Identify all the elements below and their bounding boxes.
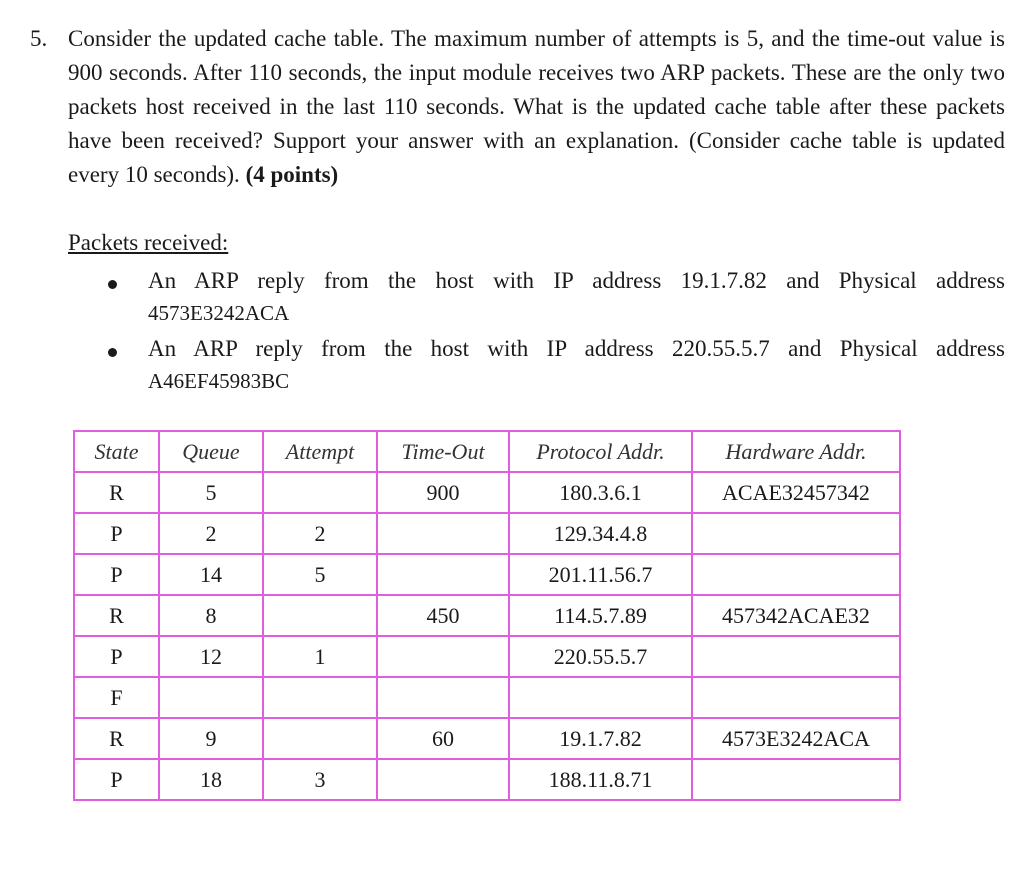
question-block xyxy=(30,22,1005,192)
cell-time-out xyxy=(377,636,509,677)
cell-attempt xyxy=(263,472,377,513)
cell-queue: 18 xyxy=(159,759,263,800)
header-protocol-addr: Protocol Addr. xyxy=(509,431,692,472)
cell-queue xyxy=(159,677,263,718)
cell-hardware-addr xyxy=(692,759,900,800)
cell-state: R xyxy=(74,595,159,636)
packet-item xyxy=(68,332,1005,396)
cell-protocol-addr: 114.5.7.89 xyxy=(509,595,692,636)
cell-state: P xyxy=(74,636,159,677)
cell-queue: 2 xyxy=(159,513,263,554)
cell-queue: 12 xyxy=(159,636,263,677)
question-points: (4 points) xyxy=(245,162,339,187)
question-number: 5. xyxy=(30,26,48,51)
bullet-icon xyxy=(108,348,117,357)
cell-protocol-addr xyxy=(509,677,692,718)
packet-description: An ARP reply from the host with IP address 19.1.7.82 and Physical address xyxy=(148,268,1005,293)
cell-queue: 9 xyxy=(159,718,263,759)
packets-heading: Packets received: xyxy=(68,230,229,255)
cell-time-out: 450 xyxy=(377,595,509,636)
table-row xyxy=(74,636,900,677)
header-attempt: Attempt xyxy=(263,431,377,472)
table-row xyxy=(74,554,900,595)
cell-hardware-addr: ACAE32457342 xyxy=(692,472,900,513)
table-header-row xyxy=(74,431,900,472)
cell-attempt xyxy=(263,595,377,636)
cell-protocol-addr: 19.1.7.82 xyxy=(509,718,692,759)
packet-description: An ARP reply from the host with IP address 220.55.5.7 and Physical address xyxy=(148,336,1005,361)
cell-attempt: 5 xyxy=(263,554,377,595)
cell-attempt xyxy=(263,677,377,718)
question-text-block xyxy=(68,22,1005,192)
cell-hardware-addr xyxy=(692,677,900,718)
cell-queue: 14 xyxy=(159,554,263,595)
cell-time-out: 900 xyxy=(377,472,509,513)
cell-time-out xyxy=(377,513,509,554)
cell-attempt: 2 xyxy=(263,513,377,554)
table-row xyxy=(74,472,900,513)
cell-queue: 8 xyxy=(159,595,263,636)
cell-state: F xyxy=(74,677,159,718)
cell-hardware-addr: 4573E3242ACA xyxy=(692,718,900,759)
cell-attempt: 1 xyxy=(263,636,377,677)
cell-protocol-addr: 201.11.56.7 xyxy=(509,554,692,595)
cell-state: P xyxy=(74,513,159,554)
cell-time-out xyxy=(377,677,509,718)
cell-protocol-addr: 129.34.4.8 xyxy=(509,513,692,554)
cell-state: P xyxy=(74,759,159,800)
bullet-icon xyxy=(108,280,117,289)
cell-hardware-addr xyxy=(692,636,900,677)
header-hardware-addr: Hardware Addr. xyxy=(692,431,900,472)
cache-table xyxy=(73,430,901,801)
table-row xyxy=(74,718,900,759)
table-row xyxy=(74,513,900,554)
cell-time-out xyxy=(377,759,509,800)
cell-state: P xyxy=(74,554,159,595)
cell-state: R xyxy=(74,472,159,513)
cell-hardware-addr xyxy=(692,513,900,554)
packet-physical-address: 4573E3242ACA xyxy=(148,301,290,325)
cell-hardware-addr xyxy=(692,554,900,595)
packet-item xyxy=(68,264,1005,328)
cell-queue: 5 xyxy=(159,472,263,513)
cell-time-out: 60 xyxy=(377,718,509,759)
cell-protocol-addr: 220.55.5.7 xyxy=(509,636,692,677)
cell-hardware-addr: 457342ACAE32 xyxy=(692,595,900,636)
packets-list xyxy=(68,264,1005,396)
packet-physical-address: A46EF45983BC xyxy=(148,369,290,393)
cell-protocol-addr: 180.3.6.1 xyxy=(509,472,692,513)
cell-time-out xyxy=(377,554,509,595)
table-row xyxy=(74,595,900,636)
header-state: State xyxy=(74,431,159,472)
table-row xyxy=(74,759,900,800)
header-queue: Queue xyxy=(159,431,263,472)
cell-attempt xyxy=(263,718,377,759)
header-time-out: Time-Out xyxy=(377,431,509,472)
table-row xyxy=(74,677,900,718)
cell-state: R xyxy=(74,718,159,759)
packets-section xyxy=(68,226,1005,396)
cell-attempt: 3 xyxy=(263,759,377,800)
question-text: Consider the updated cache table. The maximum number of attempts is 5, and the time-out value is 900 seconds. After 110 seconds, the input module receives two ARP packets. These are the only two packets host received in the last 110 seconds. What is the updated cache table after these packets have been received? Support your answer with an explanation. (Consider cache table is updated every 10 seconds). xyxy=(68,26,1005,187)
cell-protocol-addr: 188.11.8.71 xyxy=(509,759,692,800)
